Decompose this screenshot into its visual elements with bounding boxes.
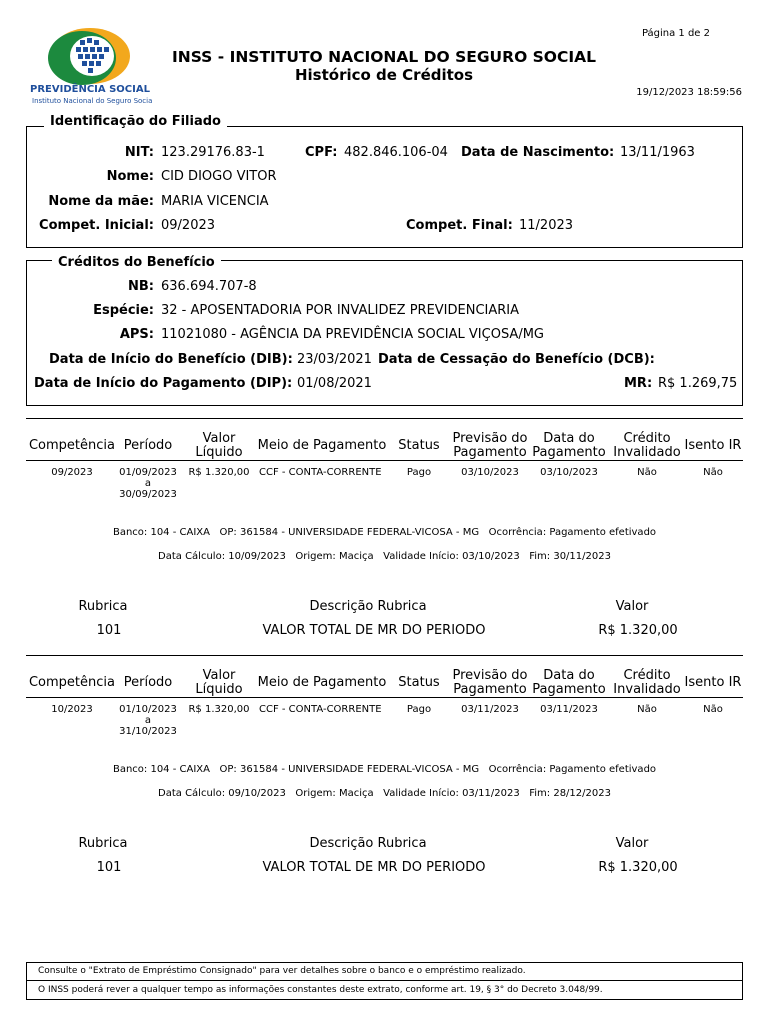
nascimento-value: 13/11/1963 [620, 145, 695, 160]
cell-competencia: 09/2023 [51, 467, 93, 478]
cell-status: Pago [406, 704, 432, 715]
footer-note-1: Consulte o "Extrato de Empréstimo Consignado" para ver detalhes sobre o banco e o empréstimo realizado. [38, 966, 526, 976]
rubrica-header: Rubrica [78, 599, 128, 614]
cell-isento: Não [703, 467, 723, 478]
banco-info: Banco: 104 - CAIXA OP: 361584 - UNIVERSIDADE FEDERAL-VICOSA - MG Ocorrência: Pagamento efetivado [112, 527, 657, 538]
descricao-header: Descrição Rubrica [309, 836, 427, 851]
nb-value: 636.694.707-8 [161, 279, 257, 294]
descricao-header: Descrição Rubrica [309, 599, 427, 614]
col-valor: Valor Líquido [195, 668, 243, 697]
especie-value: 32 - APOSENTADORIA POR INVALIDEZ PREVIDENCIARIA [161, 303, 520, 318]
col-meio: Meio de Pagamento [257, 438, 387, 453]
col-credito: Crédito Invalidado [613, 431, 681, 460]
beneficio-legend: Créditos do Benefício [52, 255, 221, 270]
cpf-label: CPF: [305, 145, 338, 160]
table-divider [26, 655, 743, 656]
aps-value: 11021080 - AGÊNCIA DA PREVIDÊNCIA SOCIAL VIÇOSA/MG [161, 327, 544, 342]
table-header-divider [26, 697, 743, 698]
dib-value: 23/03/2021 [297, 352, 372, 367]
rubrica-descricao: VALOR TOTAL DE MR DO PERIODO [262, 860, 486, 875]
col-credito: Crédito Invalidado [613, 668, 681, 697]
col-previsao: Previsão do Pagamento [452, 431, 528, 460]
cell-periodo: 01/10/2023 a 31/10/2023 [119, 704, 177, 737]
rubrica-descricao: VALOR TOTAL DE MR DO PERIODO [262, 623, 486, 638]
compet-inicial-value: 09/2023 [161, 218, 216, 233]
nome-value: CID DIOGO VITOR [161, 169, 277, 184]
col-isento: Isento IR [684, 675, 742, 690]
nascimento-label: Data de Nascimento: [461, 145, 615, 160]
logo [28, 26, 152, 106]
banco-info: Banco: 104 - CAIXA OP: 361584 - UNIVERSIDADE FEDERAL-VICOSA - MG Ocorrência: Pagamento efetivado [112, 764, 657, 775]
col-status: Status [398, 438, 440, 453]
mr-value: R$ 1.269,75 [658, 376, 738, 391]
col-competencia: Competência [28, 675, 115, 690]
nb-label: NB: [128, 279, 154, 294]
col-data: Data do Pagamento [532, 431, 606, 460]
dib-label: Data de Início do Benefício (DIB): [49, 352, 293, 367]
col-data: Data do Pagamento [532, 668, 606, 697]
cell-valor: R$ 1.320,00 [188, 467, 250, 478]
cell-periodo: 01/09/2023 a 30/09/2023 [119, 467, 177, 500]
valor-header: Valor [615, 836, 649, 851]
page-subtitle: Histórico de Créditos [294, 66, 474, 84]
compet-final-label: Compet. Final: [406, 218, 513, 233]
aps-label: APS: [119, 327, 154, 342]
col-meio: Meio de Pagamento [257, 675, 387, 690]
table-header-divider [26, 460, 743, 461]
calculo-info: Data Cálculo: 09/10/2023 Origem: Maciça Validade Início: 03/11/2023 Fim: 28/12/2023 [158, 788, 611, 799]
logo-subtext: Instituto Nacional do Seguro Social [32, 97, 152, 105]
col-periodo: Período [123, 438, 173, 453]
nit-label: NIT: [124, 145, 154, 160]
nit-value: 123.29176.83-1 [161, 145, 265, 160]
col-previsao: Previsão do Pagamento [452, 668, 528, 697]
compet-inicial-label: Compet. Inicial: [39, 218, 154, 233]
cell-meio: CCF - CONTA-CORRENTE [259, 467, 382, 478]
col-status: Status [398, 675, 440, 690]
nome-label: Nome: [106, 169, 154, 184]
col-periodo: Período [123, 675, 173, 690]
compet-final-value: 11/2023 [519, 218, 574, 233]
logo-text: PREVIDÊNCIA SOCIAL [30, 84, 150, 95]
cell-data: 03/11/2023 [540, 704, 598, 715]
mae-value: MARIA VICENCIA [161, 194, 269, 209]
rubrica-valor: R$ 1.320,00 [598, 860, 678, 875]
rubrica-code: 101 [96, 623, 122, 638]
cell-competencia: 10/2023 [51, 704, 93, 715]
cell-meio: CCF - CONTA-CORRENTE [259, 704, 382, 715]
col-isento: Isento IR [684, 438, 742, 453]
cell-credito: Não [637, 467, 657, 478]
cell-status: Pago [406, 467, 432, 478]
dcb-label: Data de Cessação do Benefício (DCB): [378, 352, 655, 367]
valor-header: Valor [615, 599, 649, 614]
especie-label: Espécie: [93, 303, 154, 318]
cell-isento: Não [703, 704, 723, 715]
cell-previsao: 03/10/2023 [461, 467, 519, 478]
report-datetime: 19/12/2023 18:59:56 [636, 87, 742, 98]
cell-valor: R$ 1.320,00 [188, 704, 250, 715]
col-competencia: Competência [28, 438, 115, 453]
filiado-legend: Identificação do Filiado [44, 114, 227, 129]
mr-label: MR: [624, 376, 653, 391]
col-valor: Valor Líquido [195, 431, 243, 460]
footer-note-2: O INSS poderá rever a qualquer tempo as informações constantes deste extrato, conforme art. 19, § 3° do Decreto 3.048/99. [38, 985, 603, 995]
cell-previsao: 03/11/2023 [461, 704, 519, 715]
rubrica-valor: R$ 1.320,00 [598, 623, 678, 638]
rubrica-code: 101 [96, 860, 122, 875]
calculo-info: Data Cálculo: 10/09/2023 Origem: Maciça Validade Início: 03/10/2023 Fim: 30/11/2023 [158, 551, 611, 562]
dip-value: 01/08/2021 [297, 376, 372, 391]
page-number: Página 1 de 2 [641, 28, 710, 39]
cell-credito: Não [637, 704, 657, 715]
cell-data: 03/10/2023 [540, 467, 598, 478]
mae-label: Nome da mãe: [48, 194, 154, 209]
footer-divider [26, 980, 743, 981]
previdencia-logo-icon [28, 26, 152, 106]
table-divider [26, 418, 743, 419]
rubrica-header: Rubrica [78, 836, 128, 851]
page-title: INSS - INSTITUTO NACIONAL DO SEGURO SOCIAL [171, 48, 597, 66]
dip-label: Data de Início do Pagamento (DIP): [34, 376, 293, 391]
cpf-value: 482.846.106-04 [344, 145, 448, 160]
